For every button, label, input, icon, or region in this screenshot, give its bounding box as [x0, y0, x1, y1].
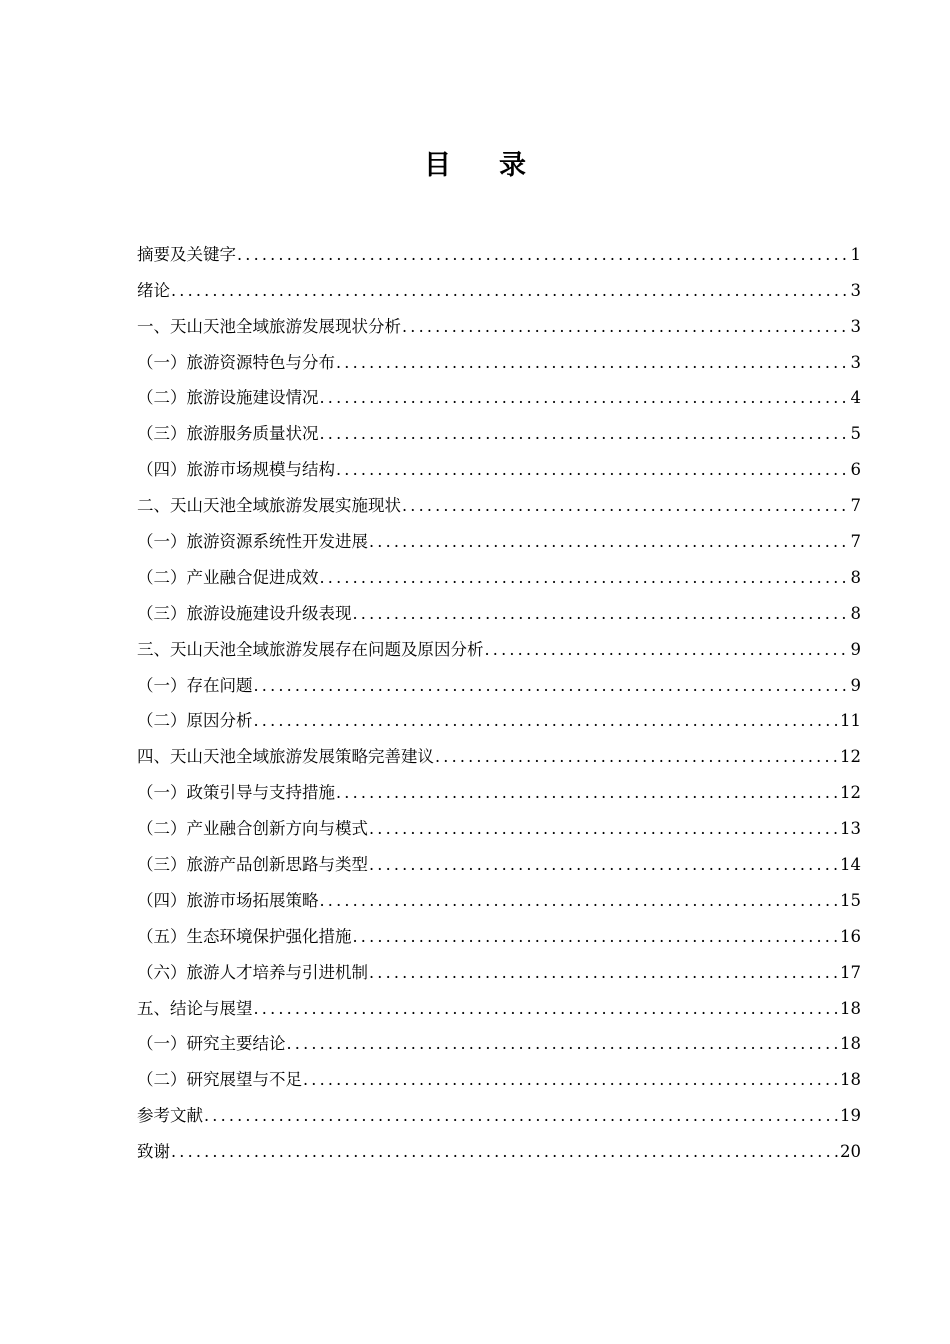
table-of-contents — [137, 234, 861, 1167]
toc-leader-dots — [336, 454, 849, 485]
toc-leader-dots — [320, 382, 849, 413]
toc-entry-page-number: 12 — [840, 783, 861, 803]
page-title — [0, 143, 950, 182]
toc-entry-page-number: 11 — [840, 711, 861, 731]
toc-entry[interactable] — [137, 449, 861, 485]
toc-entry-page-number: 18 — [840, 998, 861, 1018]
toc-entry-label: 参考文献 — [137, 1106, 203, 1126]
toc-entry[interactable] — [137, 485, 861, 521]
toc-entry-page-number: 9 — [850, 675, 861, 695]
toc-entry[interactable] — [137, 557, 861, 593]
toc-entry-label: 五、结论与展望 — [137, 998, 253, 1018]
toc-entry[interactable] — [137, 413, 861, 449]
toc-leader-dots — [254, 993, 839, 1024]
toc-entry[interactable] — [137, 736, 861, 772]
title-char-2: 录 — [499, 150, 526, 181]
toc-entry[interactable] — [137, 593, 861, 629]
toc-entry-page-number: 7 — [850, 496, 861, 516]
toc-entry-label: （一）旅游资源系统性开发进展 — [137, 532, 368, 552]
toc-entry-page-number: 5 — [850, 424, 861, 444]
toc-entry[interactable] — [137, 342, 861, 378]
toc-entry[interactable] — [137, 916, 861, 952]
toc-entry-page-number: 3 — [850, 280, 861, 300]
toc-entry[interactable] — [137, 629, 861, 665]
toc-entry-page-number: 3 — [850, 352, 861, 372]
toc-entry[interactable] — [137, 270, 861, 306]
toc-leader-dots — [320, 885, 839, 916]
toc-leader-dots — [336, 777, 838, 808]
toc-entry-label: （一）政策引导与支持措施 — [137, 783, 335, 803]
toc-leader-dots — [369, 957, 838, 988]
toc-entry-page-number: 7 — [850, 532, 861, 552]
toc-entry-page-number: 8 — [850, 567, 861, 587]
toc-entry[interactable] — [137, 234, 861, 270]
toc-entry[interactable] — [137, 772, 861, 808]
toc-entry[interactable] — [137, 988, 861, 1024]
toc-entry[interactable] — [137, 952, 861, 988]
toc-entry-label: （二）产业融合促进成效 — [137, 567, 319, 587]
toc-entry-page-number: 19 — [840, 1106, 861, 1126]
toc-entry-label: （二）原因分析 — [137, 711, 253, 731]
toc-leader-dots — [369, 849, 838, 880]
toc-leader-dots — [204, 1100, 838, 1131]
toc-leader-dots — [353, 921, 839, 952]
toc-leader-dots — [435, 741, 838, 772]
toc-leader-dots — [237, 239, 849, 270]
toc-entry-label: 一、天山天池全域旅游发展现状分析 — [137, 316, 401, 336]
toc-entry[interactable] — [137, 1095, 861, 1131]
toc-entry-page-number: 12 — [840, 747, 861, 767]
toc-entry-page-number: 1 — [850, 244, 861, 264]
toc-entry[interactable] — [137, 306, 861, 342]
toc-entry-page-number: 20 — [840, 1142, 861, 1162]
toc-leader-dots — [369, 813, 838, 844]
toc-entry-label: （四）旅游市场拓展策略 — [137, 890, 319, 910]
toc-entry[interactable] — [137, 880, 861, 916]
toc-entry[interactable] — [137, 665, 861, 701]
toc-entry-label: （三）旅游产品创新思路与类型 — [137, 855, 368, 875]
title-char-1: 目 — [424, 150, 451, 181]
toc-entry-label: （一）旅游资源特色与分布 — [137, 352, 335, 372]
toc-entry[interactable] — [137, 1059, 861, 1095]
toc-leader-dots — [402, 311, 849, 342]
toc-leader-dots — [320, 418, 849, 449]
toc-entry-page-number: 14 — [840, 855, 861, 875]
toc-entry-label: 四、天山天池全域旅游发展策略完善建议 — [137, 747, 434, 767]
toc-entry-page-number: 18 — [840, 1034, 861, 1054]
toc-leader-dots — [402, 490, 849, 521]
toc-leader-dots — [287, 1028, 839, 1059]
toc-entry-label: （二）产业融合创新方向与模式 — [137, 819, 368, 839]
toc-entry-label: （三）旅游设施建设升级表现 — [137, 603, 352, 623]
toc-entry[interactable] — [137, 701, 861, 737]
toc-entry-page-number: 16 — [840, 926, 861, 946]
toc-entry[interactable] — [137, 844, 861, 880]
toc-entry-page-number: 18 — [840, 1070, 861, 1090]
toc-entry-label: 三、天山天池全域旅游发展存在问题及原因分析 — [137, 639, 484, 659]
toc-leader-dots — [254, 705, 839, 736]
toc-entry-label: （四）旅游市场规模与结构 — [137, 460, 335, 480]
toc-leader-dots — [171, 275, 849, 306]
toc-entry-label: 二、天山天池全域旅游发展实施现状 — [137, 496, 401, 516]
toc-leader-dots — [303, 1064, 838, 1095]
toc-entry-label: （二）旅游设施建设情况 — [137, 388, 319, 408]
toc-entry-page-number: 13 — [840, 819, 861, 839]
toc-entry[interactable] — [137, 378, 861, 414]
toc-leader-dots — [369, 526, 849, 557]
toc-entry-label: （五）生态环境保护强化措施 — [137, 926, 352, 946]
toc-entry-label: 绪论 — [137, 280, 170, 300]
toc-leader-dots — [485, 634, 849, 665]
toc-entry-label: 致谢 — [137, 1142, 170, 1162]
toc-entry-page-number: 17 — [840, 962, 861, 982]
toc-leader-dots — [254, 670, 849, 701]
toc-entry-label: 摘要及关键字 — [137, 244, 236, 264]
toc-leader-dots — [336, 347, 849, 378]
toc-entry-page-number: 9 — [850, 639, 861, 659]
toc-entry-label: （一）研究主要结论 — [137, 1034, 286, 1054]
toc-entry-page-number: 4 — [850, 388, 861, 408]
toc-entry-page-number: 8 — [850, 603, 861, 623]
toc-leader-dots — [353, 598, 849, 629]
toc-leader-dots — [320, 562, 849, 593]
toc-entry[interactable] — [137, 808, 861, 844]
toc-leader-dots — [171, 1136, 838, 1167]
toc-entry-page-number: 15 — [840, 890, 861, 910]
toc-entry-label: （一）存在问题 — [137, 675, 253, 695]
toc-entry-page-number: 3 — [850, 316, 861, 336]
toc-entry-label: （三）旅游服务质量状况 — [137, 424, 319, 444]
toc-entry[interactable] — [137, 521, 861, 557]
toc-entry[interactable] — [137, 1131, 861, 1167]
toc-entry[interactable] — [137, 1024, 861, 1060]
toc-entry-label: （二）研究展望与不足 — [137, 1070, 302, 1090]
toc-entry-label: （六）旅游人才培养与引进机制 — [137, 962, 368, 982]
toc-entry-page-number: 6 — [850, 460, 861, 480]
